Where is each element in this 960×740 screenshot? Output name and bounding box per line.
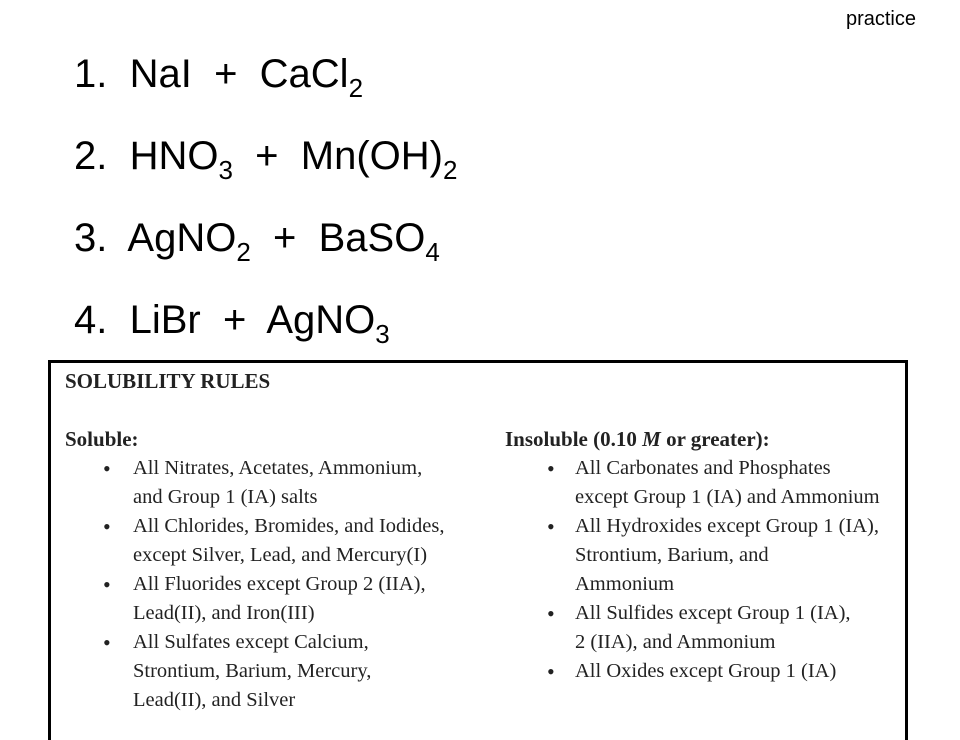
bullet-icon: • — [103, 630, 111, 655]
practice-problem — [74, 126, 457, 208]
insoluble-heading: Insoluble (0.10 M or greater): — [505, 427, 770, 451]
practice-problem — [74, 44, 457, 126]
rule-line: All Oxides except Group 1 (IA) — [575, 660, 837, 682]
rule-line: Ammonium — [575, 573, 675, 595]
rule-line: Strontium, Barium, Mercury, — [133, 660, 372, 682]
subscript: 2 — [348, 73, 364, 103]
practice-problem — [74, 208, 457, 290]
formula-text: + BaSO — [250, 216, 426, 260]
formula-text: AgNO — [127, 216, 237, 260]
problem-number: 4. — [74, 298, 130, 342]
rule-line: and Group 1 (IA) salts — [133, 486, 318, 508]
soluble-list — [65, 454, 485, 715]
rule-line: Strontium, Barium, and — [575, 544, 769, 566]
insoluble-rule — [505, 512, 905, 599]
problem-number: 2. — [74, 134, 130, 178]
soluble-rule — [65, 454, 485, 512]
rule-line: All Nitrates, Acetates, Ammonium, — [133, 457, 423, 479]
subscript: 2 — [442, 155, 458, 185]
insoluble-rule — [505, 599, 905, 657]
rule-line: except Silver, Lead, and Mercury(I) — [133, 544, 428, 566]
formula-text: NaI + CaCl — [129, 52, 349, 96]
practice-problem-list — [74, 44, 457, 372]
bullet-icon: • — [103, 514, 111, 539]
formula-text: HNO — [129, 134, 219, 178]
insoluble-rule — [505, 657, 905, 686]
insoluble-rule — [505, 454, 905, 512]
solubility-rules-panel — [48, 360, 908, 740]
rule-line: All Hydroxides except Group 1 (IA), — [575, 515, 880, 537]
rule-line: except Group 1 (IA) and Ammonium — [575, 486, 880, 508]
bullet-icon: • — [547, 456, 555, 481]
soluble-heading: Soluble: — [65, 427, 139, 451]
subscript: 2 — [236, 237, 251, 267]
soluble-rule — [65, 628, 485, 715]
rule-line: All Fluorides except Group 2 (IIA), — [133, 573, 426, 595]
rule-line: Lead(II), and Iron(III) — [133, 602, 315, 624]
bullet-icon: • — [547, 514, 555, 539]
subscript: 3 — [218, 155, 233, 185]
soluble-rule — [65, 512, 485, 570]
rule-line: All Chlorides, Bromides, and Iodides, — [133, 515, 445, 537]
rule-line: All Carbonates and Phosphates — [575, 457, 831, 479]
rule-line: 2 (IIA), and Ammonium — [575, 631, 776, 653]
problem-number: 1. — [74, 52, 130, 96]
rule-line: All Sulfates except Calcium, — [133, 631, 369, 653]
rule-line: All Sulfides except Group 1 (IA), — [575, 602, 851, 624]
insoluble-column — [505, 427, 905, 686]
rule-line: Lead(II), and Silver — [133, 689, 296, 711]
soluble-rule — [65, 570, 485, 628]
bullet-icon: • — [547, 659, 555, 684]
subscript: 3 — [375, 319, 390, 349]
bullet-icon: • — [547, 601, 555, 626]
formula-text: LiBr + AgNO — [129, 298, 376, 342]
insoluble-list — [505, 454, 905, 686]
formula-text: + Mn(OH) — [232, 134, 443, 178]
problem-number: 3. — [74, 216, 128, 260]
subscript: 4 — [425, 237, 440, 267]
rules-title: SOLUBILITY RULES — [65, 369, 271, 393]
soluble-column — [65, 427, 485, 715]
practice-label: practice — [845, 8, 916, 30]
bullet-icon: • — [103, 572, 111, 597]
bullet-icon: • — [103, 456, 111, 481]
